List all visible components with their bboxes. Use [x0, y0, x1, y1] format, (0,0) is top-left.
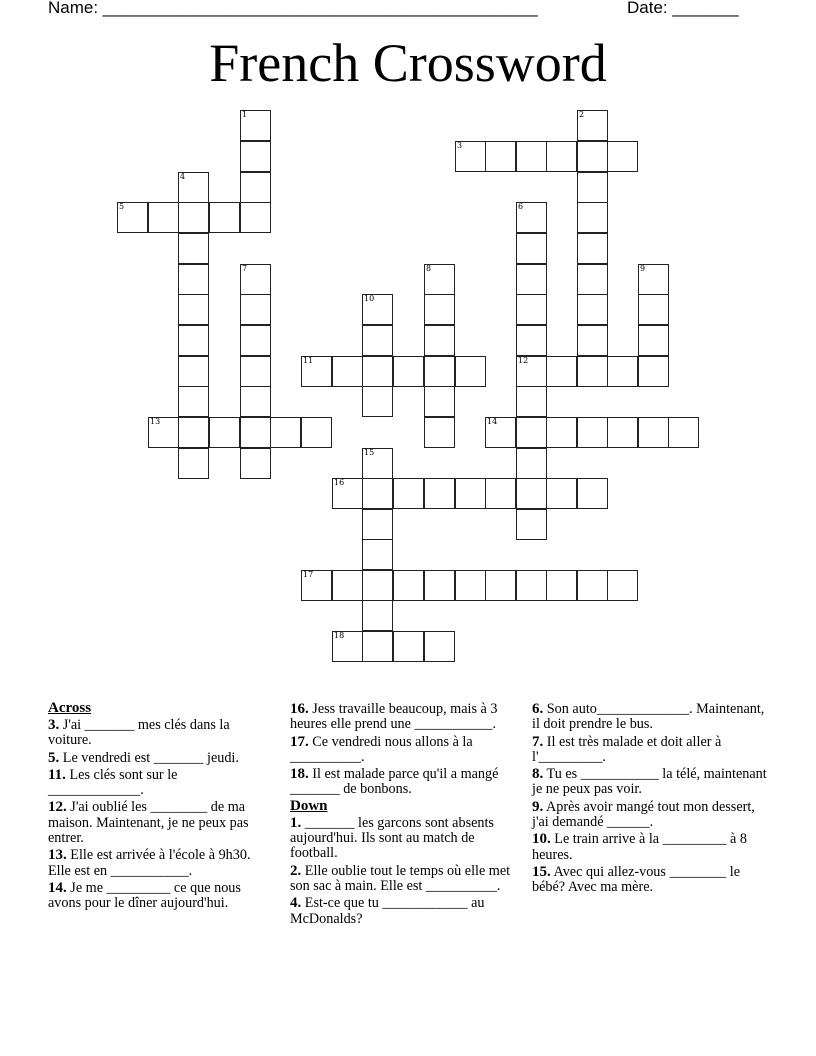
- grid-cell[interactable]: [362, 570, 393, 601]
- grid-cell[interactable]: [424, 417, 455, 448]
- clue-number: 1.: [290, 814, 302, 831]
- clue-number: 12.: [48, 799, 67, 816]
- grid-cell[interactable]: [577, 478, 608, 509]
- clue-number-label: 8: [426, 264, 432, 273]
- grid-cell[interactable]: [485, 478, 516, 509]
- grid-cell[interactable]: [240, 141, 271, 172]
- clue-text: Je me _________ ce que nous avons pour le dîner aujourd'hui.: [48, 879, 241, 912]
- clue-text: Il est malade parce qu'il a mangé _______ de bonbons.: [290, 766, 499, 798]
- clue-number: 5.: [48, 749, 60, 766]
- down-clue: [532, 702, 772, 733]
- grid-cell[interactable]: [240, 386, 271, 417]
- grid-cell[interactable]: [607, 356, 638, 387]
- grid-cell[interactable]: [577, 570, 608, 601]
- grid-cell[interactable]: [178, 264, 209, 295]
- grid-cell[interactable]: [638, 325, 669, 356]
- across-clue: [290, 735, 518, 766]
- clue-number: 17.: [290, 733, 309, 750]
- clue-number-label: 14: [487, 417, 498, 426]
- grid-cell[interactable]: [178, 386, 209, 417]
- grid-cell[interactable]: [393, 356, 424, 387]
- grid-cell[interactable]: [240, 325, 271, 356]
- grid-cell[interactable]: [516, 417, 547, 448]
- grid-cell[interactable]: [240, 202, 271, 233]
- grid-cell[interactable]: [546, 478, 577, 509]
- down-clue: [532, 865, 772, 896]
- grid-cell[interactable]: [424, 325, 455, 356]
- grid-cell[interactable]: [607, 417, 638, 448]
- across-clue: [48, 800, 276, 846]
- date-field-label: Date: _______: [627, 0, 739, 17]
- clue-number-label: 15: [364, 448, 375, 457]
- clue-text: Elle oublie tout le temps où elle met son sac à main. Elle est __________.: [290, 862, 511, 894]
- clue-number-label: 11: [303, 356, 314, 365]
- grid-cell[interactable]: [455, 478, 486, 509]
- grid-cell[interactable]: [485, 141, 516, 172]
- clue-column-2: [290, 700, 518, 927]
- grid-cell[interactable]: [178, 325, 209, 356]
- clue-number-label: 17: [303, 570, 314, 579]
- grid-cell[interactable]: [577, 233, 608, 264]
- grid-cell[interactable]: [240, 294, 271, 325]
- grid-cell[interactable]: [178, 294, 209, 325]
- clue-text: Est-ce que tu ____________ au McDonalds?: [290, 895, 485, 927]
- clue-text: Ce vendredi nous allons à la __________.: [290, 733, 473, 765]
- clue-number-label: 16: [334, 478, 345, 487]
- grid-cell[interactable]: [301, 417, 332, 448]
- clue-number-label: 7: [242, 264, 248, 273]
- clue-text: Son auto_____________. Maintenant, il doit prendre le bus.: [532, 701, 765, 733]
- grid-cell[interactable]: [516, 325, 547, 356]
- grid-cell[interactable]: [424, 294, 455, 325]
- clue-number: 16.: [290, 701, 309, 717]
- grid-cell[interactable]: [516, 294, 547, 325]
- clue-text: Les clés sont sur le _____________.: [48, 766, 178, 799]
- clue-number-label: 12: [518, 356, 529, 365]
- grid-cell[interactable]: [638, 417, 669, 448]
- grid-cell[interactable]: [240, 417, 271, 448]
- grid-cell[interactable]: [424, 356, 455, 387]
- grid-cell[interactable]: [607, 570, 638, 601]
- grid-cell[interactable]: [577, 417, 608, 448]
- grid-cell[interactable]: [546, 356, 577, 387]
- grid-cell[interactable]: [485, 570, 516, 601]
- down-clue: [290, 816, 518, 862]
- across-clue: [48, 718, 276, 749]
- grid-cell[interactable]: [362, 356, 393, 387]
- grid-cell[interactable]: [577, 264, 608, 295]
- grid-cell[interactable]: [455, 356, 486, 387]
- clue-number-label: 5: [119, 202, 125, 211]
- grid-cell[interactable]: [455, 570, 486, 601]
- grid-cell[interactable]: [546, 570, 577, 601]
- clue-number-label: 18: [334, 631, 345, 640]
- grid-cell[interactable]: [362, 478, 393, 509]
- grid-cell[interactable]: [516, 478, 547, 509]
- name-field-label: Name: ______________________________________________: [48, 0, 538, 17]
- across-clue: [48, 768, 276, 799]
- grid-cell[interactable]: [577, 141, 608, 172]
- grid-cell[interactable]: [362, 325, 393, 356]
- grid-cell[interactable]: [270, 417, 301, 448]
- clue-number: 3.: [48, 717, 60, 733]
- clue-column-1: [48, 700, 276, 912]
- grid-cell[interactable]: [362, 539, 393, 570]
- grid-cell[interactable]: [240, 172, 271, 203]
- grid-cell[interactable]: [607, 141, 638, 172]
- clue-text: Elle est arrivée à l'école à 9h30. Elle est en ___________.: [48, 847, 251, 879]
- down-clue: [532, 767, 772, 798]
- grid-cell[interactable]: [577, 356, 608, 387]
- clue-number-label: 4: [180, 172, 186, 181]
- grid-cell[interactable]: [393, 478, 424, 509]
- clue-number: 10.: [532, 831, 551, 848]
- down-heading: Down: [290, 797, 328, 814]
- grid-cell[interactable]: [516, 386, 547, 417]
- grid-cell[interactable]: [178, 202, 209, 233]
- clue-number-label: 6: [518, 202, 524, 211]
- clue-number: 14.: [48, 879, 67, 896]
- clue-text: Avec qui allez-vous ________ le bébé? Avec ma mère.: [532, 863, 741, 896]
- clue-text: Il est très malade et doit aller à l'_________.: [532, 733, 722, 765]
- down-clue: [532, 832, 772, 863]
- grid-cell[interactable]: [178, 417, 209, 448]
- grid-cell[interactable]: [516, 570, 547, 601]
- down-clue: [290, 896, 518, 927]
- grid-cell[interactable]: [393, 570, 424, 601]
- down-clue: [290, 864, 518, 895]
- clue-text: Le train arrive à la _________ à 8 heures.: [532, 831, 747, 863]
- grid-cell[interactable]: [577, 172, 608, 203]
- clue-number: 11.: [48, 766, 66, 783]
- clue-number: 13.: [48, 847, 67, 864]
- grid-cell[interactable]: [577, 325, 608, 356]
- clue-text: J'ai _______ mes clés dans la voiture.: [48, 717, 230, 749]
- clue-number: 2.: [290, 862, 302, 879]
- across-clue: [48, 848, 276, 879]
- clue-column-3: [532, 700, 772, 896]
- clue-number-label: 2: [579, 110, 585, 119]
- down-clue: [532, 735, 772, 766]
- clue-text: Après avoir mangé tout mon dessert, j'ai demandé ______.: [532, 798, 755, 831]
- grid-cell[interactable]: [362, 631, 393, 662]
- grid-cell[interactable]: [424, 570, 455, 601]
- clue-number-label: 10: [364, 294, 375, 303]
- grid-cell[interactable]: [332, 570, 363, 601]
- down-clue: [532, 800, 772, 831]
- clue-text: Le vendredi est _______ jeudi.: [59, 749, 239, 766]
- across-heading: Across: [48, 700, 92, 716]
- grid-cell[interactable]: [240, 356, 271, 387]
- clue-text: J'ai oublié les ________ de ma maison. Maintenant, je ne peux pas entrer.: [48, 799, 249, 847]
- grid-cell[interactable]: [393, 631, 424, 662]
- clue-text: _______ les garcons sont absents aujourd'hui. Ils sont au match de football.: [290, 814, 494, 862]
- grid-cell[interactable]: [577, 294, 608, 325]
- grid-cell[interactable]: [638, 294, 669, 325]
- clue-number: 6.: [532, 701, 544, 717]
- page-title: French Crossword: [209, 33, 607, 93]
- clue-text: Jess travaille beaucoup, mais à 3 heures elle prend une ___________.: [290, 701, 498, 733]
- grid-cell[interactable]: [240, 448, 271, 479]
- grid-cell[interactable]: [178, 356, 209, 387]
- grid-cell[interactable]: [424, 386, 455, 417]
- grid-cell[interactable]: [424, 631, 455, 662]
- across-clue: [290, 702, 518, 733]
- grid-cell[interactable]: [668, 417, 699, 448]
- grid-cell[interactable]: [178, 448, 209, 479]
- grid-cell[interactable]: [516, 233, 547, 264]
- grid-cell[interactable]: [546, 141, 577, 172]
- grid-cell[interactable]: [148, 202, 179, 233]
- across-clue: [48, 881, 276, 912]
- grid-cell[interactable]: [424, 478, 455, 509]
- clue-number-label: 13: [150, 417, 161, 426]
- grid-cell[interactable]: [638, 356, 669, 387]
- grid-cell[interactable]: [209, 202, 240, 233]
- clue-number: 7.: [532, 733, 544, 750]
- clue-number-label: 1: [242, 110, 248, 119]
- grid-cell[interactable]: [516, 264, 547, 295]
- grid-cell[interactable]: [332, 356, 363, 387]
- grid-cell[interactable]: [362, 386, 393, 417]
- grid-cell[interactable]: [516, 448, 547, 479]
- clue-number: 18.: [290, 766, 309, 783]
- grid-cell[interactable]: [178, 233, 209, 264]
- clue-number: 8.: [532, 766, 544, 783]
- clue-number-label: 9: [640, 264, 646, 273]
- grid-cell[interactable]: [209, 417, 240, 448]
- grid-cell[interactable]: [546, 417, 577, 448]
- clue-number: 9.: [532, 798, 544, 815]
- clue-number: 4.: [290, 895, 302, 912]
- grid-cell[interactable]: [577, 202, 608, 233]
- grid-cell[interactable]: [516, 141, 547, 172]
- across-clue: [48, 751, 276, 766]
- clue-number-label: 3: [457, 141, 463, 150]
- grid-cell[interactable]: [362, 509, 393, 540]
- across-clue: [290, 767, 518, 798]
- clue-number: 15.: [532, 863, 551, 880]
- grid-cell[interactable]: [516, 509, 547, 540]
- grid-cell[interactable]: [362, 600, 393, 631]
- clue-text: Tu es ___________ la télé, maintenant je ne peux pas voir.: [532, 766, 767, 798]
